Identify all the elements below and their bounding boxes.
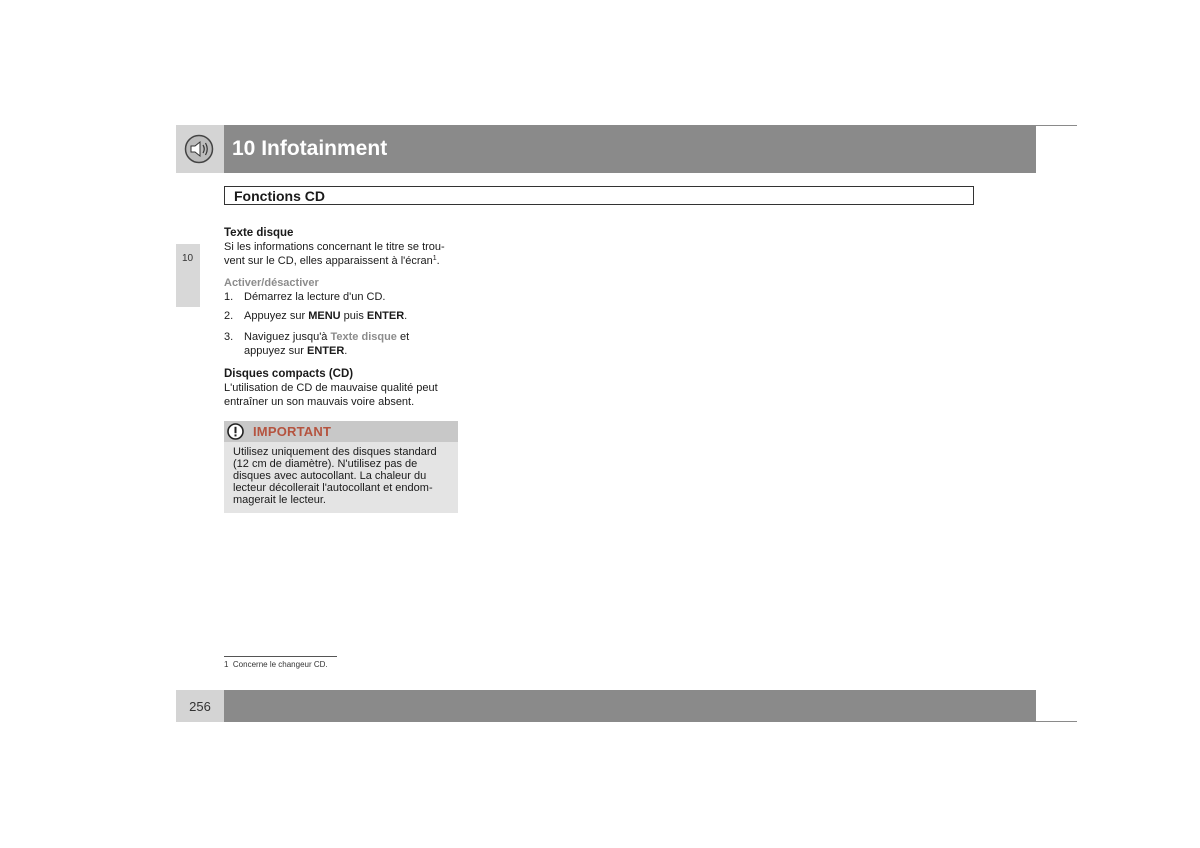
chapter-header-bar xyxy=(224,125,1036,173)
step-3-number: 3. xyxy=(224,331,234,343)
footnote-number: 1 xyxy=(224,660,229,669)
step-3-post: . xyxy=(344,344,348,357)
section-title: Fonctions CD xyxy=(234,188,325,204)
texte-disque-paragraph xyxy=(224,241,464,268)
chapter-side-tab xyxy=(176,244,200,307)
speaker-icon xyxy=(184,134,214,164)
chapter-title: 10 Infotainment xyxy=(232,137,388,160)
page-number-box xyxy=(176,690,224,722)
step-1-text: Démarrez la lecture d'un CD. xyxy=(244,291,386,303)
footnote-text: Concerne le changeur CD. xyxy=(232,660,328,669)
step-3-enter: ENTER xyxy=(306,344,345,357)
important-header xyxy=(224,421,458,442)
step-3-menu-item: Texte disque xyxy=(330,331,397,343)
step-2-pre: Appuyez sur xyxy=(244,310,309,322)
footnote xyxy=(224,660,328,669)
side-tab-number: 10 xyxy=(182,253,194,264)
page-number: 256 xyxy=(189,699,211,714)
disques-compacts-line-1: L'utilisation de CD de mauvaise qualité peut xyxy=(224,382,438,394)
exclamation-icon xyxy=(227,423,244,440)
footnote-ref: 1 xyxy=(432,254,437,262)
important-text: Utilisez uniquement des disques standard (12 cm de diamètre). N'utilisez pas de disques avec autocollant. La chaleur du lecteur décollerait l'autocollant et endom- magerait le lecteur. xyxy=(233,446,437,506)
activer-heading: Activer/désactiver xyxy=(224,277,319,289)
texte-disque-line-1: Si les informations concernant le titre se trou- xyxy=(224,241,445,253)
step-3-text xyxy=(244,331,454,358)
texte-disque-line-2-text: vent sur le CD, elles apparaissent à l'écran xyxy=(224,254,433,267)
step-2-enter: ENTER xyxy=(366,310,405,322)
texte-disque-heading: Texte disque xyxy=(224,227,294,239)
step-2-post: . xyxy=(404,310,408,322)
disques-compacts-heading: Disques compacts (CD) xyxy=(224,368,354,380)
chapter-icon-box xyxy=(176,125,224,173)
steps-list xyxy=(224,291,464,361)
texte-disque-line-2 xyxy=(224,255,464,269)
step-1-number: 1. xyxy=(224,291,234,303)
step-2-menu: MENU xyxy=(308,310,341,322)
texte-disque-line-2-end: . xyxy=(436,254,440,267)
footnote-rule xyxy=(224,656,337,657)
step-2-mid: puis xyxy=(340,310,367,322)
disques-compacts-line-2: entraîner un son mauvais voire absent. xyxy=(224,395,415,408)
step-3-line2-pre: appuyez sur xyxy=(244,344,307,357)
header-rule xyxy=(1036,125,1077,126)
step-2-number: 2. xyxy=(224,310,234,322)
disques-compacts-paragraph xyxy=(224,382,464,409)
step-3-pre: Naviguez jusqu'à xyxy=(244,331,331,343)
important-body xyxy=(224,442,458,513)
step-2-text xyxy=(244,310,454,324)
footer-bar xyxy=(224,690,1036,722)
step-3-mid: et xyxy=(396,331,410,343)
footer-rule xyxy=(1036,721,1077,722)
section-title-box xyxy=(224,186,974,205)
important-label: IMPORTANT xyxy=(253,424,332,439)
